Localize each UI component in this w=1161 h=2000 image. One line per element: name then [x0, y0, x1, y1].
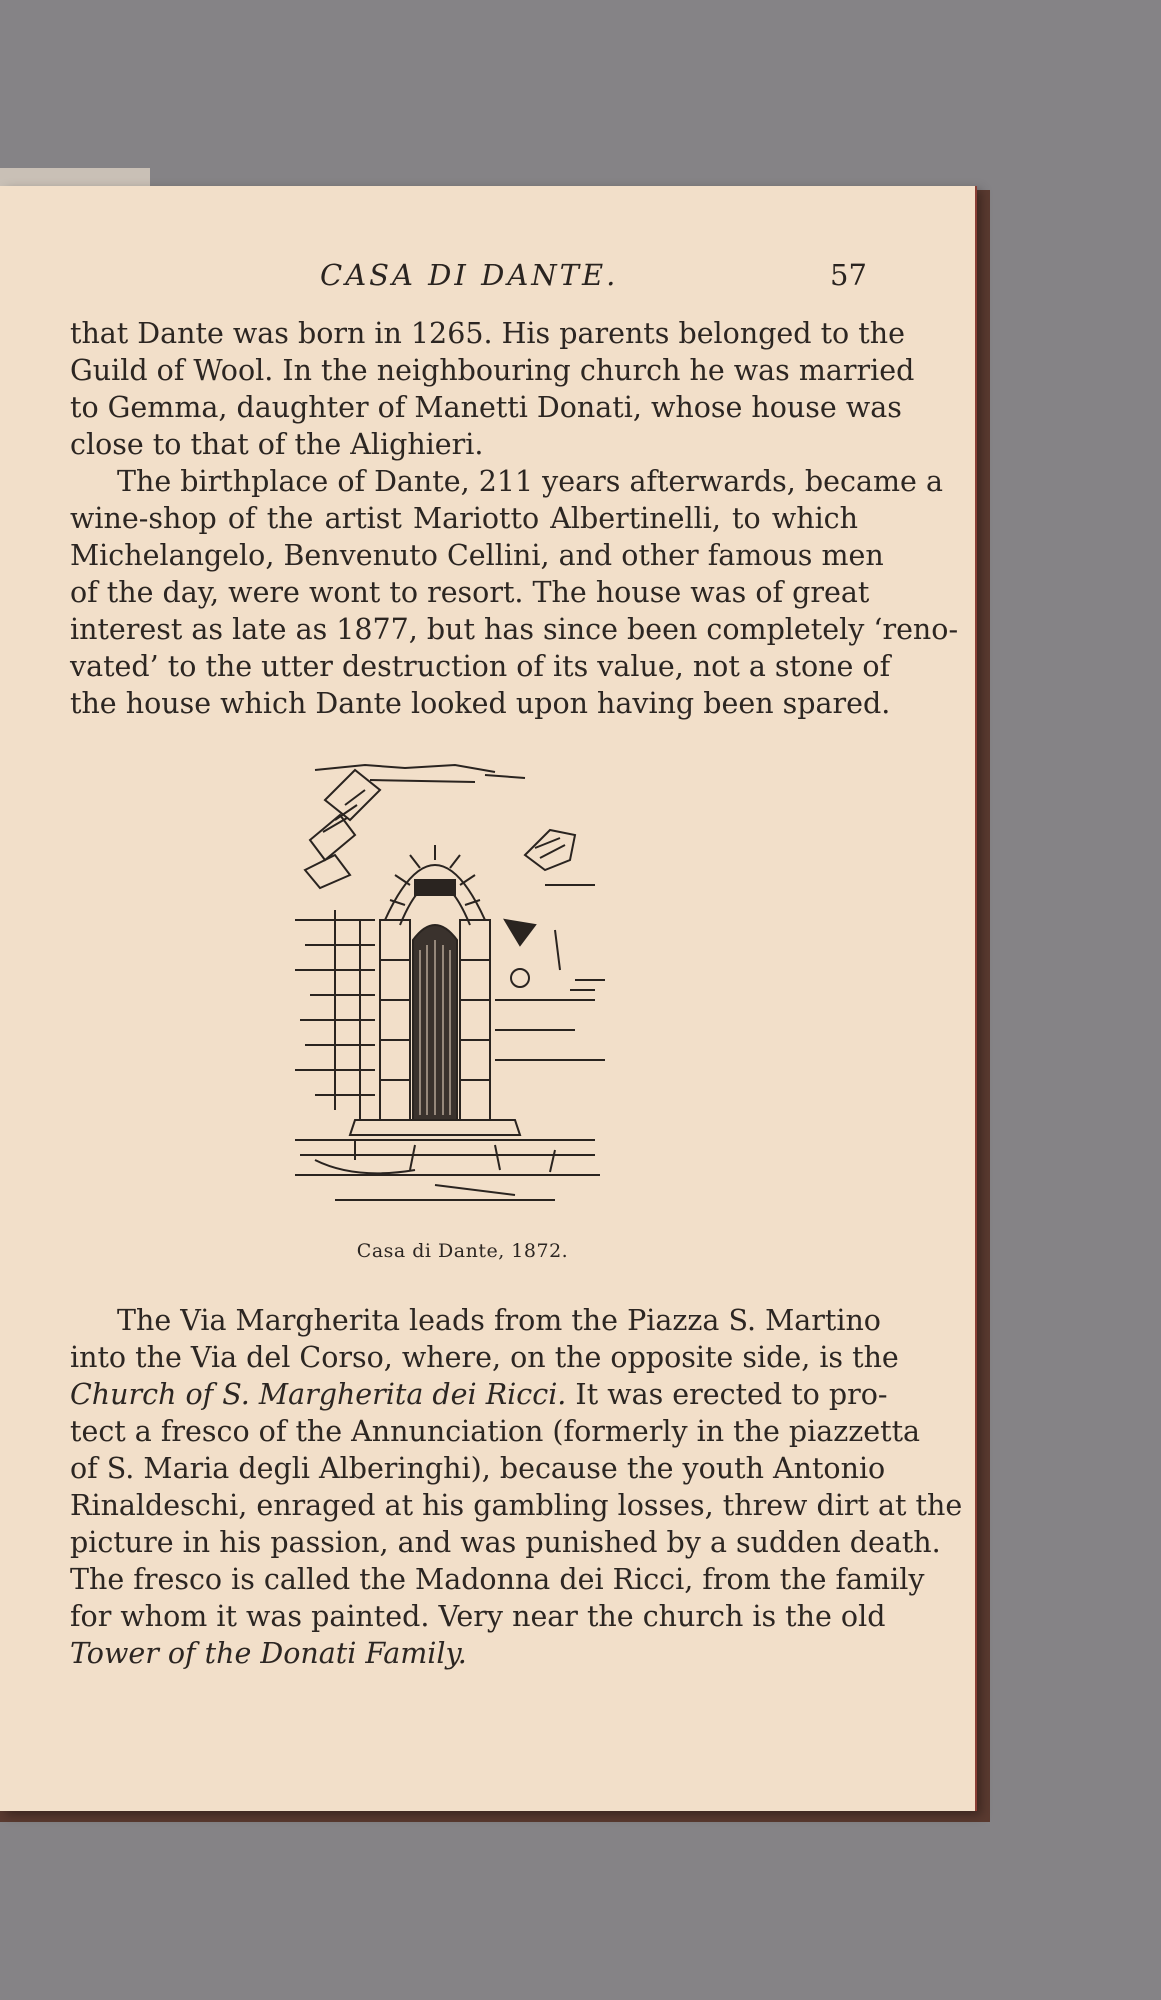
text-line: that Dante was born in 1265. His parents belonged to the: [70, 317, 905, 350]
text-line: Guild of Wool. In the neighbouring church he was married: [70, 354, 915, 387]
text-line: vated’ to the utter destruction of its value, not a stone of: [70, 650, 891, 683]
text-fragment: It was erected to pro-: [566, 1378, 888, 1411]
text-block-top: [70, 315, 959, 722]
paragraph-2: [70, 463, 959, 722]
paragraph-3: [70, 1302, 963, 1672]
text-block-bottom: [70, 1302, 963, 1672]
text-line: Michelangelo, Benvenuto Cellini, and other famous men: [70, 539, 884, 572]
paragraph-1: [70, 315, 915, 463]
text-line: wine-shop of the artist Mariotto Albertinelli, to which: [70, 502, 858, 535]
text-line: into the Via del Corso, where, on the opposite side, is the: [70, 1341, 899, 1374]
page-number: 57: [830, 258, 867, 292]
text-line: tect a fresco of the Annunciation (formerly in the piazzetta: [70, 1415, 921, 1448]
text-line: [70, 1376, 888, 1413]
figure-caption: Casa di Dante, 1872.: [356, 1240, 569, 1262]
text-line: of the day, were wont to resort. The house was of great: [70, 576, 870, 609]
text-line: The birthplace of Dante, 211 years afterwards, became a: [117, 465, 943, 498]
text-line: Rinaldeschi, enraged at his gambling losses, threw dirt at the: [70, 1489, 963, 1522]
text-line: The fresco is called the Madonna dei Ricci, from the family: [70, 1563, 925, 1596]
text-line: the house which Dante looked upon having been spared.: [70, 687, 891, 720]
casa-di-dante-illustration: [295, 760, 615, 1220]
running-head: CASA DI DANTE.: [320, 258, 619, 292]
text-line: for whom it was painted. Very near the church is the old: [70, 1600, 886, 1633]
church-name: Church of S. Margherita dei Ricci.: [70, 1378, 567, 1411]
text-line: to Gemma, daughter of Manetti Donati, whose house was: [70, 391, 902, 424]
text-line: of S. Maria degli Alberinghi), because the youth Antonio: [70, 1452, 886, 1485]
text-line: picture in his passion, and was punished by a sudden death.: [70, 1526, 941, 1559]
text-line: close to that of the Alighieri.: [70, 428, 484, 461]
text-line: interest as late as 1877, but has since been completely ‘reno-: [70, 613, 959, 646]
text-line: The Via Margherita leads from the Piazza S. Martino: [117, 1304, 881, 1337]
tower-name: Tower of the Donati Family.: [70, 1637, 467, 1670]
